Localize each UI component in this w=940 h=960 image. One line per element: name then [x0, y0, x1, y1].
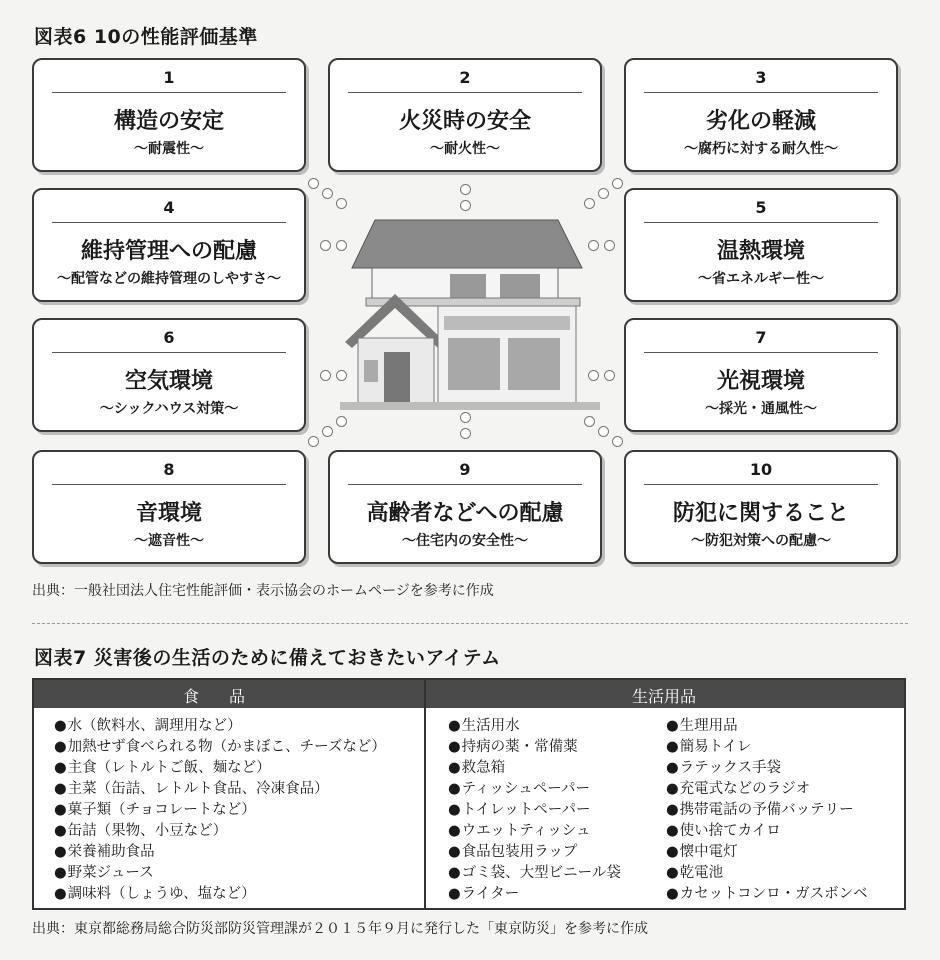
house-illustration-icon [340, 212, 600, 412]
criteria-card-6 [32, 318, 306, 432]
card-name: 高齢者などへの配慮 [366, 501, 564, 526]
list-item: ● 菓子類（チョコレートなど） [54, 800, 386, 821]
column-divider [424, 680, 426, 908]
food-list [54, 716, 386, 905]
card-number: 6 [163, 328, 175, 347]
connector-dot [320, 370, 331, 381]
header-living: 生活用品 [631, 687, 696, 706]
criteria-card-5 [624, 188, 898, 302]
card-number: 1 [163, 68, 175, 87]
living-list-2 [666, 716, 868, 905]
list-item: ● 携帯電話の予備バッテリー [666, 800, 868, 821]
card-sub: 〜遮音性〜 [134, 533, 204, 549]
card-sub: 〜腐朽に対する耐久性〜 [684, 141, 838, 157]
card-sub: 〜防犯対策への配慮〜 [691, 533, 831, 549]
list-item: ● 主菜（缶詰、レトルト食品、冷凍食品） [54, 779, 386, 800]
card-rule [644, 352, 878, 353]
criteria-card-8 [32, 450, 306, 564]
list-item: ● 栄養補助食品 [54, 842, 386, 863]
card-number: 8 [163, 460, 175, 479]
connector-dot [336, 416, 347, 427]
criteria-card-10 [624, 450, 898, 564]
card-rule [644, 222, 878, 223]
list-item: ● 野菜ジュース [54, 863, 386, 884]
list-item: ● 調味料（しょうゆ、塩など） [54, 884, 386, 905]
card-rule [348, 92, 582, 93]
card-name: 空気環境 [124, 369, 213, 394]
list-item: ● トイレットペーパー [448, 800, 621, 821]
list-item: ● 加熱せず食べられる物（かまぼこ、チーズなど） [54, 737, 386, 758]
list-item: ● 生理用品 [666, 716, 868, 737]
connector-dot [598, 188, 609, 199]
connector-dot [604, 370, 615, 381]
connector-dot [584, 416, 595, 427]
list-item: ● 持病の薬・常備薬 [448, 737, 621, 758]
connector-dot [336, 198, 347, 209]
card-name: 劣化の軽減 [705, 109, 816, 134]
card-sub: 〜耐震性〜 [134, 141, 204, 157]
card-number: 4 [163, 198, 175, 217]
card-sub: 〜シックハウス対策〜 [99, 401, 239, 417]
criteria-card-2 [328, 58, 602, 172]
list-item: ● ティッシュペーパー [448, 779, 621, 800]
connector-dot [460, 412, 471, 423]
list-item: ● 乾電池 [666, 863, 868, 884]
card-rule [52, 484, 286, 485]
list-item: ● カセットコンロ・ガスボンベ [666, 884, 868, 905]
card-number: 7 [755, 328, 767, 347]
criteria-card-9 [328, 450, 602, 564]
connector-dot [460, 200, 471, 211]
card-number: 5 [755, 198, 767, 217]
header-food: 食品 [182, 687, 275, 706]
list-item: ● 使い捨てカイロ [666, 821, 868, 842]
connector-dot [584, 198, 595, 209]
connector-dot [308, 436, 319, 447]
card-sub: 〜採光・通風性〜 [705, 401, 817, 417]
criteria-card-3 [624, 58, 898, 172]
card-name: 音環境 [135, 501, 202, 526]
card-number: 9 [459, 460, 471, 479]
card-rule [644, 484, 878, 485]
connector-dot [320, 240, 331, 251]
list-item: ● 簡易トイレ [666, 737, 868, 758]
connector-dot [612, 436, 623, 447]
card-rule [52, 222, 286, 223]
connector-dot [322, 188, 333, 199]
card-number: 10 [749, 460, 773, 479]
list-item: ● 食品包装用ラップ [448, 842, 621, 863]
card-name: 維持管理への配慮 [80, 239, 257, 264]
criteria-card-4 [32, 188, 306, 302]
connector-dot [604, 240, 615, 251]
card-name: 防犯に関すること [672, 501, 849, 526]
card-rule [52, 352, 286, 353]
card-name: 温熱環境 [716, 239, 805, 264]
connector-dot [598, 426, 609, 437]
card-name: 光視環境 [716, 369, 805, 394]
card-sub: 〜配管などの維持管理のしやすさ〜 [57, 271, 281, 287]
list-item: ● 救急箱 [448, 758, 621, 779]
items-table [32, 678, 906, 910]
list-item: ● 水（飲料水、調理用など） [54, 716, 386, 737]
figure6-source: 出典：一般社団法人住宅性能評価・表示協会のホームページを参考に作成 [32, 583, 494, 599]
card-sub: 〜住宅内の安全性〜 [402, 533, 528, 549]
figure7-source: 出典：東京都総務局総合防災部防災管理課が２０１５年９月に発行した「東京防災」を参考に作成 [32, 921, 648, 937]
list-item: ● ライター [448, 884, 621, 905]
connector-dot [460, 428, 471, 439]
card-rule [52, 92, 286, 93]
connector-dot [612, 178, 623, 189]
section-divider [32, 623, 908, 624]
card-number: 2 [459, 68, 471, 87]
list-item: ● ラテックス手袋 [666, 758, 868, 779]
card-name: 構造の安定 [113, 109, 224, 134]
criteria-card-7 [624, 318, 898, 432]
table-header [34, 680, 904, 708]
criteria-card-1 [32, 58, 306, 172]
list-item: ● 主食（レトルトご飯、麺など） [54, 758, 386, 779]
card-name: 火災時の安全 [398, 109, 531, 134]
connector-dot [308, 178, 319, 189]
living-list-1 [448, 716, 621, 905]
card-rule [644, 92, 878, 93]
list-item: ● ゴミ袋、大型ビニール袋 [448, 863, 621, 884]
card-sub: 〜耐火性〜 [430, 141, 500, 157]
list-item: ● ウエットティッシュ [448, 821, 621, 842]
figure6-title: 図表6 10の性能評価基準 [34, 26, 258, 48]
list-item: ● 充電式などのラジオ [666, 779, 868, 800]
card-sub: 〜省エネルギー性〜 [698, 271, 824, 287]
card-number: 3 [755, 68, 767, 87]
connector-dot [322, 426, 333, 437]
list-item: ● 生活用水 [448, 716, 621, 737]
figure7-title: 図表7 災害後の生活のために備えておきたいアイテム [34, 647, 501, 669]
list-item: ● 懐中電灯 [666, 842, 868, 863]
list-item: ● 缶詰（果物、小豆など） [54, 821, 386, 842]
connector-dot [460, 184, 471, 195]
card-rule [348, 484, 582, 485]
